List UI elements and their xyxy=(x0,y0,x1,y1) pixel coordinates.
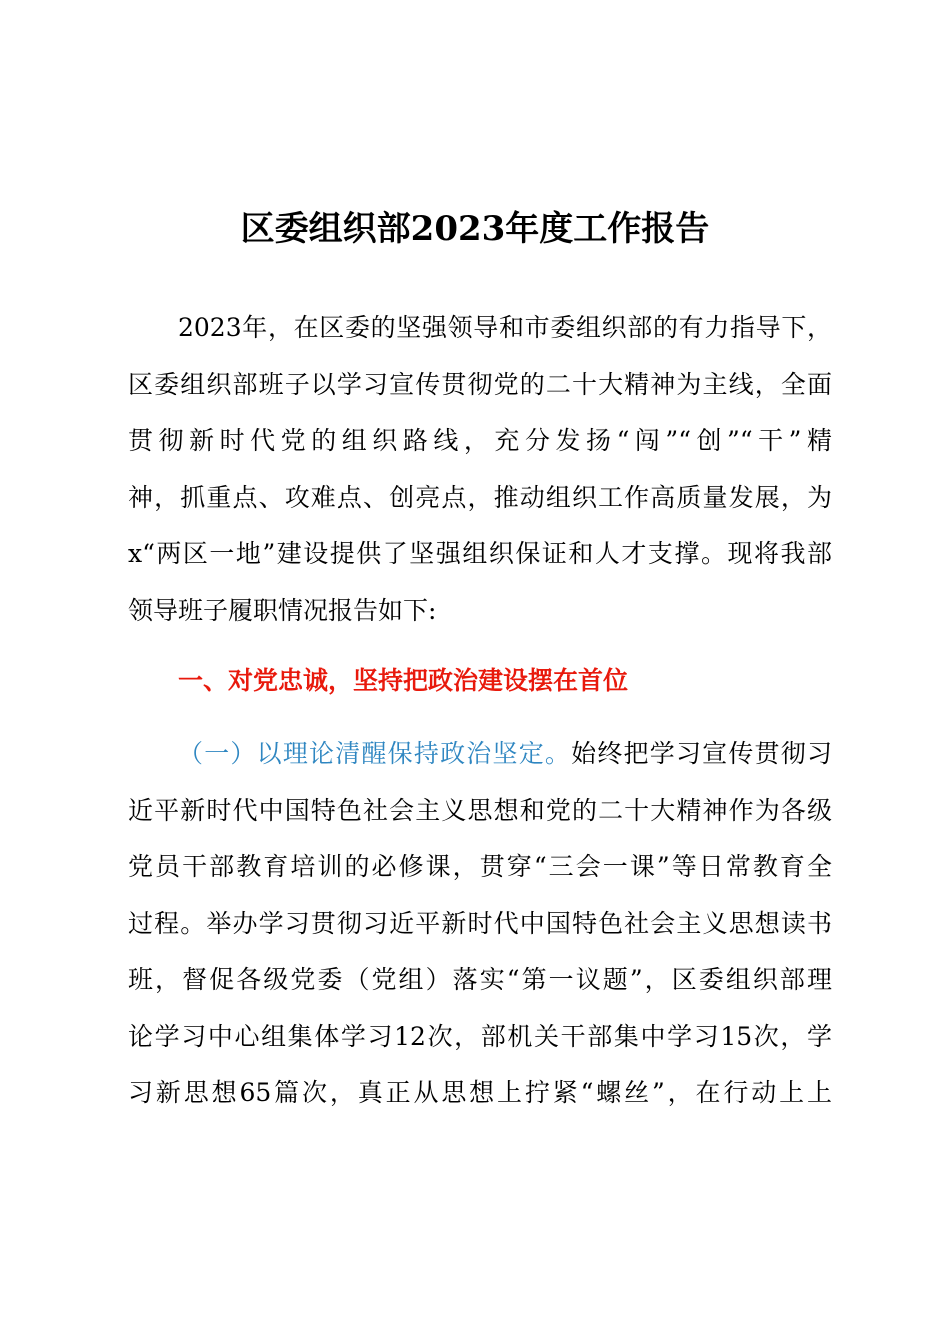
intro-line: 2023年，在区委的坚强领导和市委组织部的有力指导下， xyxy=(178,313,832,342)
section-paragraph xyxy=(128,726,832,1122)
intro-line: 区委组织部班子以学习宣传贯彻党的二十大精神为主线，全面 xyxy=(128,369,832,399)
section-first-line-text: 始终把学习宣传贯彻习 xyxy=(571,739,832,768)
intro-paragraph xyxy=(128,300,832,639)
intro-line: 神，抓重点、攻难点、创亮点，推动组织工作高质量发展，为 xyxy=(128,482,832,512)
section-line: 过程。举办学习贯彻习近平新时代中国特色社会主义思想读书 xyxy=(128,908,832,938)
section-heading: 一、对党忠诚，坚持把政治建设摆在首位 xyxy=(178,666,629,695)
intro-line: 贯彻新时代党的组织路线，充分发扬“闯”“创”“干”精 xyxy=(128,426,832,455)
section-first-line xyxy=(128,726,832,783)
section-line: 习新思想65篇次，真正从思想上拧紧“螺丝”，在行动上上 xyxy=(128,1078,832,1107)
section-line: 近平新时代中国特色社会主义思想和党的二十大精神作为各级 xyxy=(128,795,832,825)
intro-line: 领导班子履职情况报告如下: xyxy=(128,595,437,625)
section-line: 论学习中心组集体学习12次，部机关干部集中学习15次，学 xyxy=(128,1021,832,1051)
section-line: 班，督促各级党委（党组）落实“第一议题”，区委组织部理 xyxy=(128,965,832,994)
document-title: 区委组织部2023年度工作报告 xyxy=(240,209,710,249)
intro-line: x“两区一地”建设提供了坚强组织保证和人才支撑。现将我部 xyxy=(128,539,832,568)
section-line: 党员干部教育培训的必修课，贯穿“三会一课”等日常教育全 xyxy=(128,852,832,881)
sub-heading: （一）以理论清醒保持政治坚定。 xyxy=(178,739,572,768)
